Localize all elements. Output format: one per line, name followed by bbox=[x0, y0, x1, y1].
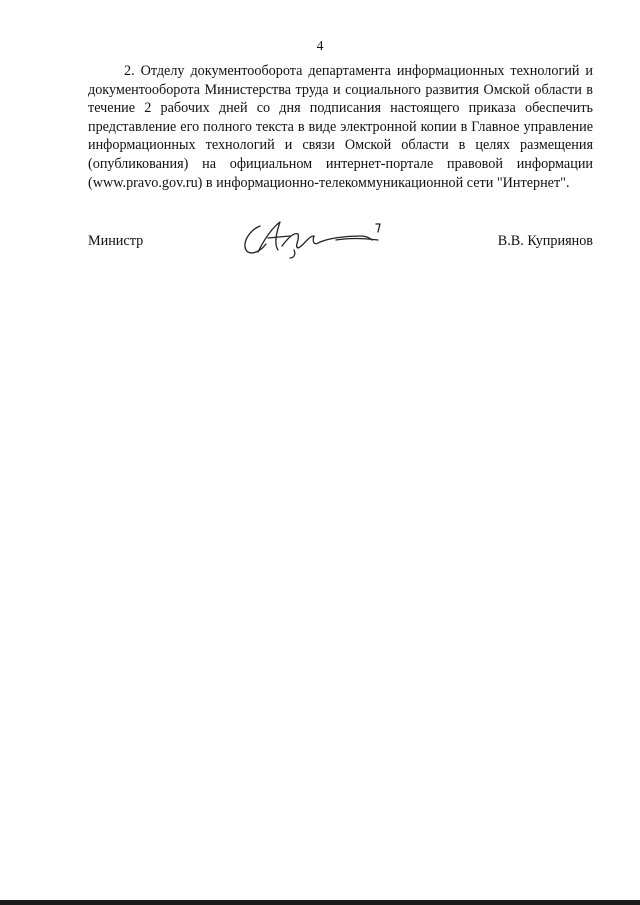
paragraph-2: 2. Отделу документооборота департамента информационных технологий и документооборота Министерства труда и социального развития Омской области в течение 2 рабочих дней со дня подписания настоящего приказа обеспечить представление его полного текста в виде электронной копии в Главное управление информационных технологий и связи Омской области в целях размещения (опубликования) на официальном интернет-портале правовой информации (www.pravo.gov.ru) в информационно-телекоммуникационной сети "Интернет". bbox=[88, 63, 593, 191]
signature-block bbox=[88, 216, 593, 266]
handwritten-signature bbox=[238, 216, 388, 260]
signer-name: В.В. Куприянов bbox=[497, 233, 593, 249]
signer-position: Министр bbox=[88, 233, 144, 249]
scan-bottom-edge bbox=[0, 900, 640, 905]
page-number: 4 bbox=[316, 38, 324, 53]
